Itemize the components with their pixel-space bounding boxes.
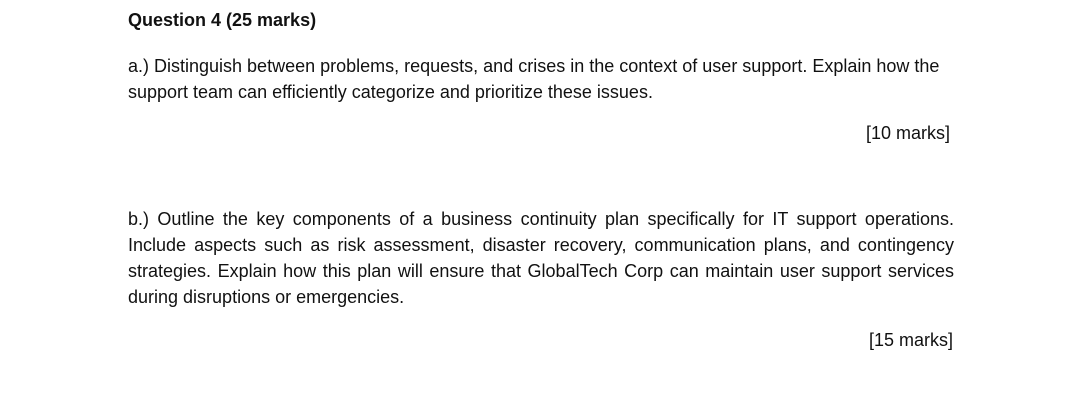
question-heading: Question 4 (25 marks) (128, 10, 317, 30)
part-b-text: b.) Outline the key components of a business continuity plan specifically for IT support operations. Include aspects such as risk assessment, disaster recovery, communication plans, and contingency strategies. Explain how this plan will ensure that GlobalTech Corp can maintain user support services during disruptions or emergencies. (128, 209, 954, 307)
part-a-marks: [10 marks] (865, 123, 950, 143)
part-a-text: a.) Distinguish between problems, requests, and crises in the context of user support. Explain how the support team can efficiently categorize and prioritize these issues. (128, 56, 940, 102)
part-b-marks: [15 marks] (868, 330, 953, 350)
